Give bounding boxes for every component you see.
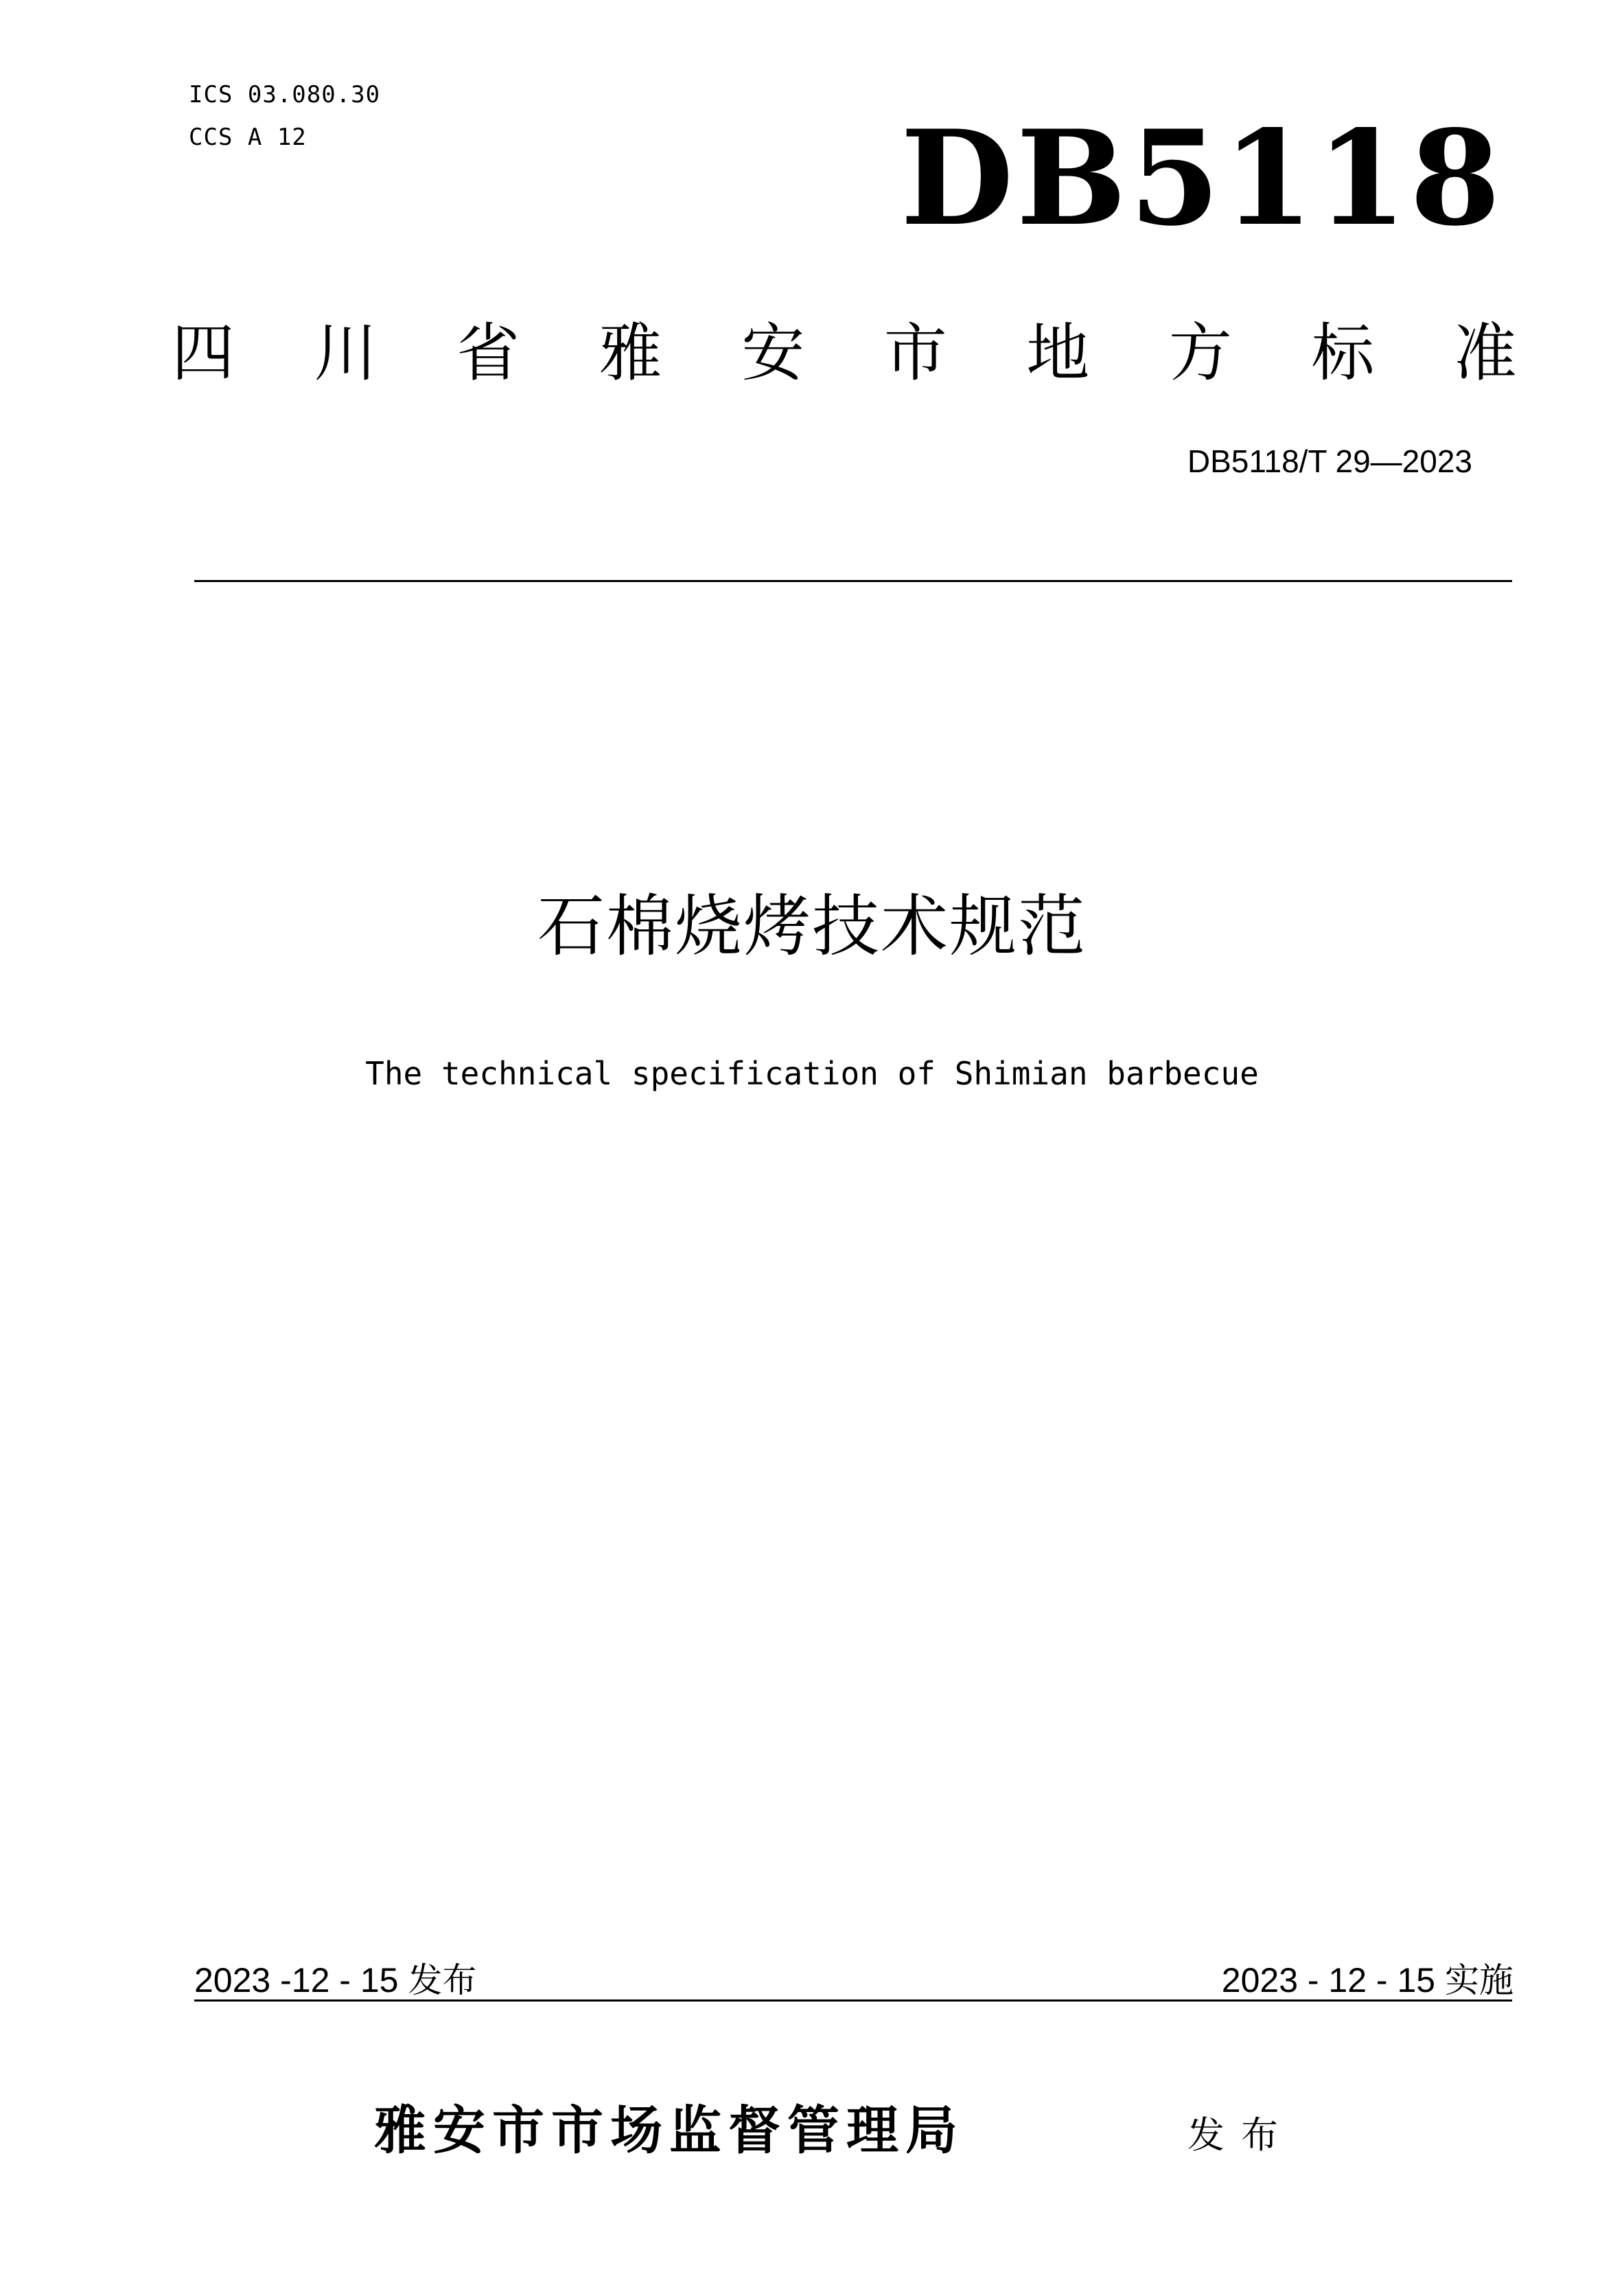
publisher-name: 雅安市市场监督管理局 — [374, 2100, 964, 2161]
publish-label: 发布 — [1187, 2113, 1295, 2157]
standard-type-char: 安 — [741, 316, 805, 390]
ccs-code: CCS A 12 — [189, 124, 307, 151]
issue-date: 2023 -12 - 15 发布 — [194, 1961, 477, 1999]
ics-code: ICS 03.080.30 — [189, 81, 381, 108]
standard-type — [172, 316, 1517, 391]
implementation-date: 2023 - 12 - 15 实施 — [1221, 1961, 1513, 1999]
standard-type-char: 准 — [1453, 316, 1517, 390]
standard-type-char: 省 — [456, 316, 520, 390]
standard-type-char: 雅 — [599, 316, 662, 390]
standard-logo: DB5118 — [900, 102, 1503, 255]
standard-type-char: 四 — [172, 316, 235, 390]
document-title-english: The technical specification of Shimian barbecue — [365, 1055, 1259, 1092]
standard-type-char: 地 — [1026, 316, 1090, 390]
standard-type-char: 标 — [1311, 316, 1375, 390]
standard-type-char: 川 — [314, 316, 378, 390]
standard-number: DB5118/T 29—2023 — [1187, 443, 1472, 479]
bottom-divider — [194, 1999, 1512, 2002]
standard-type-char: 市 — [883, 316, 947, 390]
top-divider — [194, 580, 1512, 582]
standard-type-char: 方 — [1168, 316, 1232, 390]
document-title: 石棉烧烤技术规范 — [537, 888, 1087, 966]
